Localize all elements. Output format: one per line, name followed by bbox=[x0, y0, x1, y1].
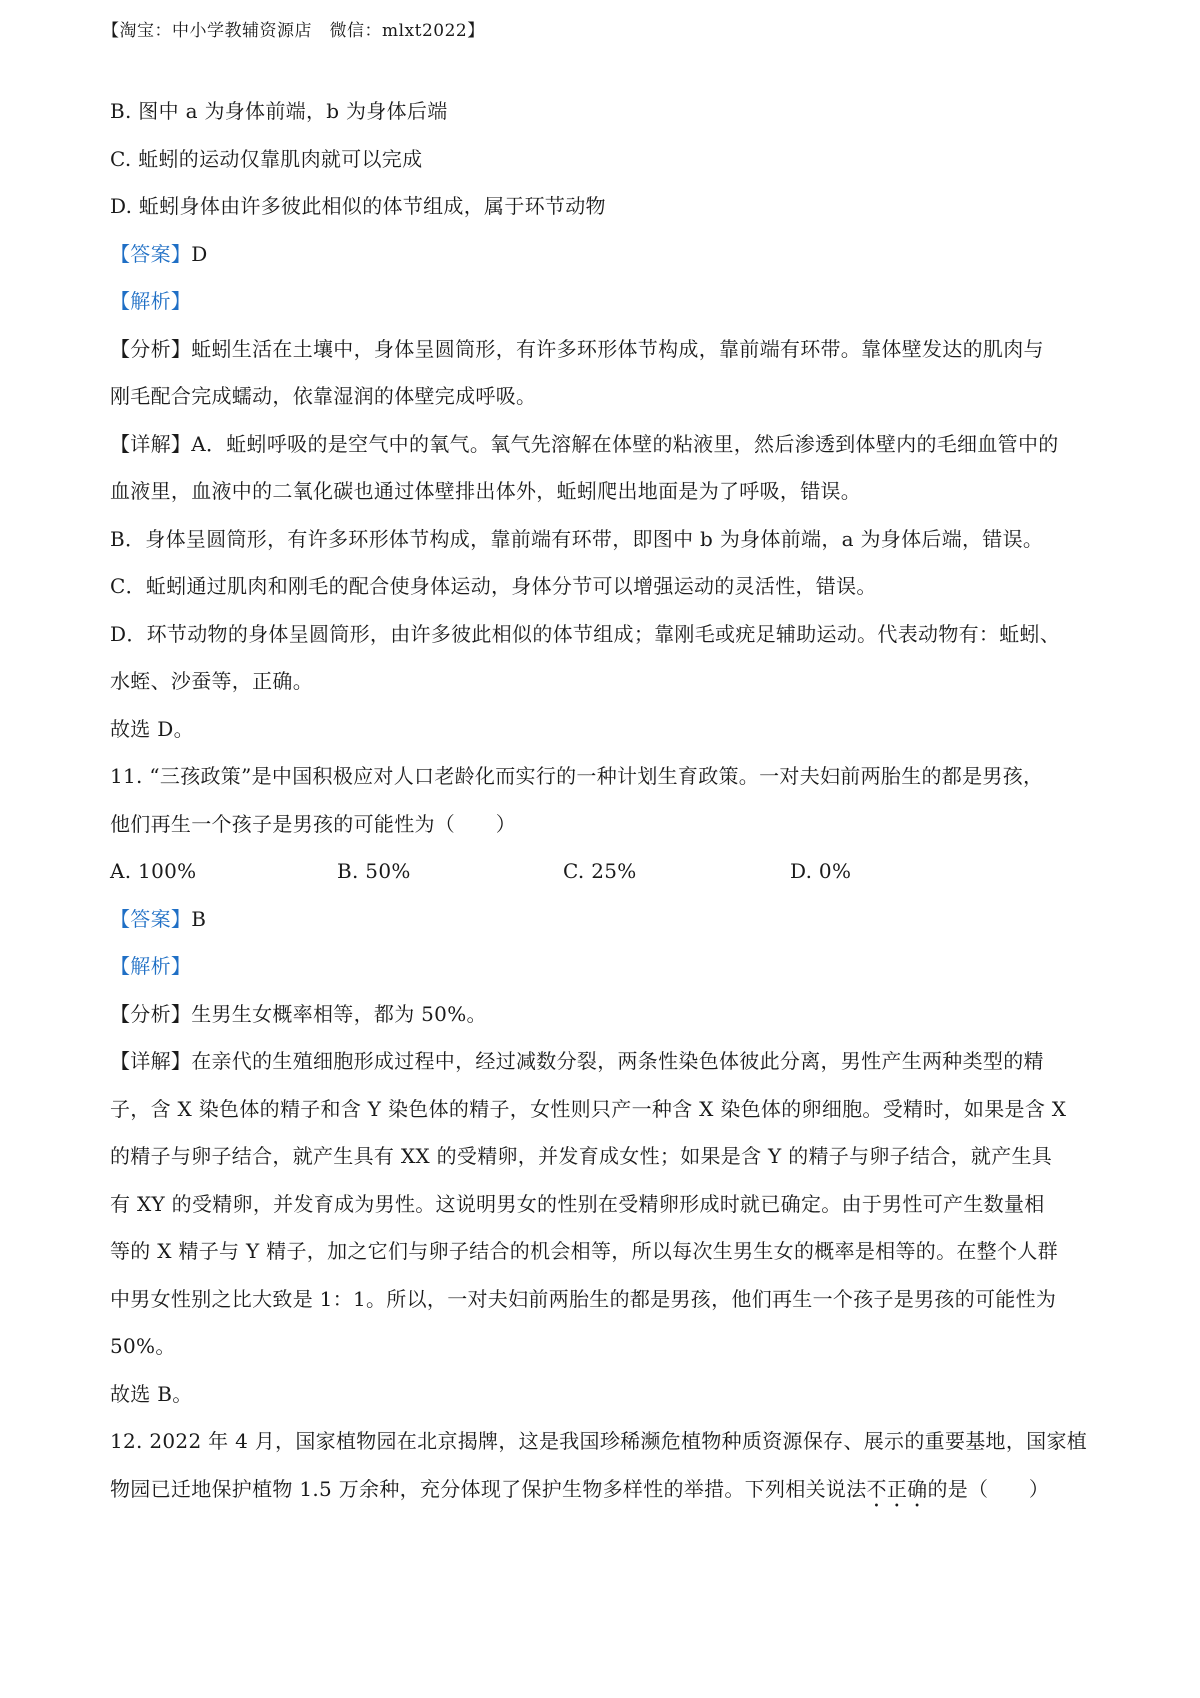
q10-fenxi-line2: 刚毛配合完成蠕动，依靠湿润的体壁完成呼吸。 bbox=[110, 384, 537, 408]
q11-option-d: D. 0% bbox=[790, 859, 852, 883]
q12-emphasis-not-correct: 不正确 bbox=[866, 1476, 928, 1501]
q11-xiangjie-line6: 中男女性别之比大致是 1：1。所以，一对夫妇前两胎生的都是男孩，他们再生一个孩子是男孩的可能性为 bbox=[110, 1286, 1057, 1311]
q11-xiangjie-line1 bbox=[110, 1038, 1110, 1086]
xiangjie-label: 【详解】 bbox=[110, 1049, 192, 1073]
xiangjie-text: 在亲代的生殖细胞形成过程中，经过减数分裂，两条性染色体彼此分离，男性产生两种类型的精 bbox=[191, 1049, 1044, 1073]
q10-option-d: D. 蚯蚓身体由许多彼此相似的体节组成，属于环节动物 bbox=[110, 194, 606, 218]
q11-xiangjie-line4: 有 XY 的受精卵，并发育成为男性。这说明男女的性别在受精卵形成时就已确定。由于男性可产生数量相 bbox=[110, 1191, 1045, 1216]
xiangjie-label: 【详解】 bbox=[110, 431, 192, 456]
q10-option-c: C. 蚯蚓的运动仅靠肌肉就可以完成 bbox=[110, 146, 423, 171]
q11-option-c: C. 25% bbox=[563, 859, 637, 883]
q10-xiangjie-line1 bbox=[110, 421, 1110, 469]
q12-stem-tail: 的是（ ） bbox=[927, 1476, 1050, 1501]
q10-xiangjie-line2: 血液里，血液中的二氧化碳也通过体壁排出体外，蚯蚓爬出地面是为了呼吸，错误。 bbox=[110, 479, 862, 503]
q11-fenxi bbox=[110, 991, 1110, 1039]
q10-option-b: B. 图中 a 为身体前端，b 为身体后端 bbox=[110, 99, 448, 123]
q12-stem-line1: 12. 2022 年 4 月，国家植物园在北京揭牌，这是我国珍稀濒危植物种质资源保存、展示的重要基地，国家植 bbox=[110, 1429, 1088, 1453]
q10-conclusion: 故选 D。 bbox=[110, 716, 194, 741]
fenxi-text: 生男生女概率相等，都为 50%。 bbox=[191, 1001, 487, 1026]
q10-detail-d2: 水蛭、沙蚕等，正确。 bbox=[110, 669, 313, 693]
q11-answer bbox=[110, 896, 1110, 944]
q11-conclusion: 故选 B。 bbox=[110, 1381, 193, 1406]
answer-tag: 【答案】 bbox=[110, 906, 192, 931]
document-body bbox=[110, 88, 1110, 1513]
q10-answer bbox=[110, 231, 1110, 279]
q10-detail-c: C．蚯蚓通过肌肉和刚毛的配合使身体运动，身体分节可以增强运动的灵活性，错误。 bbox=[110, 574, 877, 598]
page-header-watermark: 【淘宝：中小学教辅资源店 微信：mlxt2022】 bbox=[102, 21, 485, 41]
q10-analysis-tag: 【解析】 bbox=[110, 289, 192, 313]
fenxi-label: 【分析】 bbox=[110, 1001, 192, 1026]
q11-xiangjie-line2: 子，含 X 染色体的精子和含 Y 染色体的精子，女性则只产一种含 X 染色体的卵细胞。受精时，如果是含 X bbox=[110, 1096, 1067, 1121]
q10-detail-b: B．身体呈圆筒形，有许多环形体节构成，靠前端有环带，即图中 b 为身体前端，a 为身体后端，错误。 bbox=[110, 526, 1044, 551]
q11-xiangjie-line5: 等的 X 精子与 Y 精子，加之它们与卵子结合的机会相等，所以每次生男生女的概率是相等的。在整个人群 bbox=[110, 1239, 1058, 1263]
q11-option-a: A. 100% bbox=[110, 859, 197, 883]
answer-value: D bbox=[191, 241, 208, 266]
q11-options bbox=[110, 848, 1110, 896]
answer-tag: 【答案】 bbox=[110, 241, 192, 266]
q10-detail-d1: D．环节动物的身体呈圆筒形，由许多彼此相似的体节组成；靠刚毛或疣足辅助运动。代表动物有：蚯蚓、 bbox=[110, 621, 1061, 646]
fenxi-label: 【分析】 bbox=[110, 336, 192, 361]
q12-stem-line2 bbox=[110, 1466, 1110, 1514]
q11-analysis-tag: 【解析】 bbox=[110, 954, 192, 978]
q11-xiangjie-line3: 的精子与卵子结合，就产生具有 XX 的受精卵，并发育成女性；如果是含 Y 的精子与卵子结合，就产生具 bbox=[110, 1144, 1053, 1168]
q12-stem-text: 物园已迁地保护植物 1.5 万余种，充分体现了保护生物多样性的举措。下列相关说法 bbox=[110, 1476, 867, 1501]
q10-fenxi-line1 bbox=[110, 326, 1110, 374]
xiangjie-text: A．蚯蚓呼吸的是空气中的氧气。氧气先溶解在体壁的粘液里，然后渗透到体壁内的毛细血管中的 bbox=[191, 431, 1059, 456]
q11-option-b: B. 50% bbox=[337, 859, 411, 883]
answer-value: B bbox=[191, 906, 207, 931]
q11-stem-line1: 11. “三孩政策”是中国积极应对人口老龄化而实行的一种计划生育政策。一对夫妇前两胎生的都是男孩， bbox=[110, 764, 1044, 788]
fenxi-text: 蚯蚓生活在土壤中，身体呈圆筒形，有许多环形体节构成，靠前端有环带。靠体壁发达的肌肉与 bbox=[191, 336, 1044, 361]
q11-stem-line2: 他们再生一个孩子是男孩的可能性为（ ） bbox=[110, 811, 516, 836]
q11-xiangjie-line7: 50%。 bbox=[110, 1334, 176, 1358]
